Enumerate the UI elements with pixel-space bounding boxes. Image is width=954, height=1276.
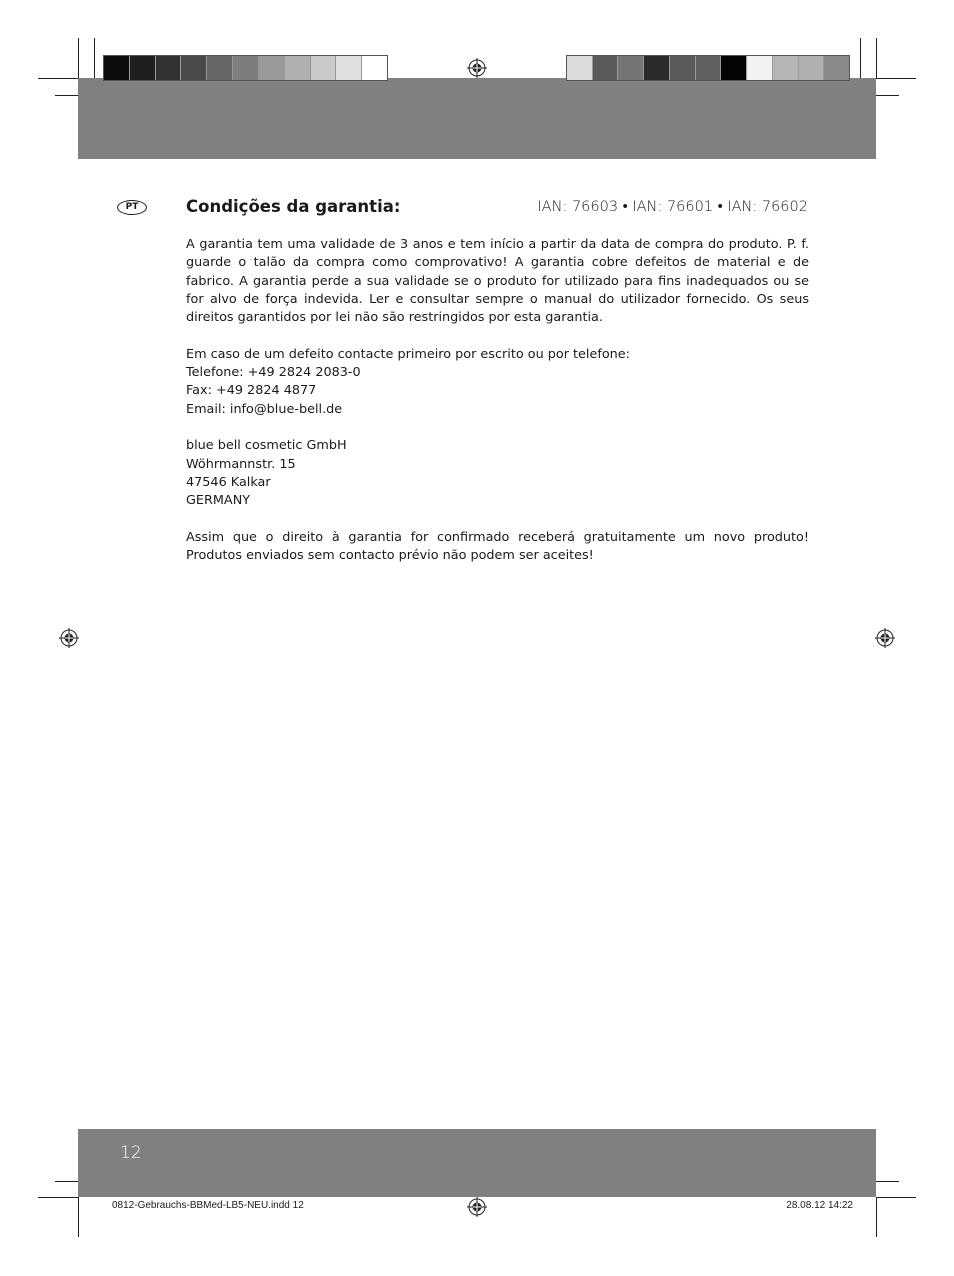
registration-mark-icon [467,58,487,78]
color-swatch [130,56,156,80]
contact-phone: Telefone: +49 2824 2083-0 [186,365,361,381]
address-city: 47546 Kalkar [186,474,271,490]
color-swatch [181,56,207,80]
color-bar-right [566,55,850,81]
color-swatch [593,56,619,80]
registration-mark-icon [467,1197,487,1217]
color-swatch [747,56,773,80]
crop-mark [876,1181,899,1182]
warranty-body [186,236,809,584]
ian-numbers: IAN: 76603 • IAN: 76601 • IAN: 76602 [537,199,808,215]
warranty-paragraph: A garantia tem uma validade de 3 anos e tem início a partir da data de compra do produto. P. f. guarde o talão da compra como comprovativo! A garantia cobre defeitos de material e de fabrico. A garantia perde a sua validade se o produto for utilizado para fins inadequados ou se for alvo de força indevida. Ler e consultar sempre o manual do utilizador fornecido. Os seus direitos garantidos por lei não são restringidos por esta garantia. [186,237,809,326]
crop-mark [876,95,899,96]
color-swatch [696,56,722,80]
crop-mark [38,78,78,79]
page-number: 12 [120,1143,142,1163]
color-swatch [362,56,387,80]
crop-mark [78,1197,79,1237]
color-swatch [104,56,130,80]
color-swatch [799,56,825,80]
color-swatch [259,56,285,80]
crop-mark [876,78,916,79]
slug-filename: 0812-Gebrauchs-BBMed-LB5-NEU.indd 12 [112,1200,304,1211]
address-street: Wöhrmannstr. 15 [186,456,296,472]
slug-datetime: 28.08.12 14:22 [786,1200,853,1211]
color-swatch [156,56,182,80]
color-swatch [207,56,233,80]
language-badge: PT [117,200,147,215]
registration-mark-icon [875,628,895,648]
color-swatch [233,56,259,80]
color-swatch [285,56,311,80]
color-swatch [824,56,849,80]
contact-intro: Em caso de um defeito contacte primeiro por escrito ou por telefone: [186,346,630,362]
color-swatch [336,56,362,80]
page-title: Condições da garantia: [186,197,401,216]
color-swatch [644,56,670,80]
crop-mark [876,38,877,78]
header-band [78,78,876,159]
crop-mark [55,95,78,96]
crop-mark [38,1197,78,1198]
contact-block [186,346,809,419]
contact-email: Email: info@blue-bell.de [186,401,343,417]
color-swatch [618,56,644,80]
crop-mark [860,38,861,78]
footer-band [78,1129,876,1197]
address-block [186,437,809,510]
color-swatch [721,56,747,80]
registration-mark-icon [59,628,79,648]
crop-mark [94,38,95,78]
contact-fax: Fax: +49 2824 4877 [186,383,317,399]
color-swatch [567,56,593,80]
crop-mark [55,1181,78,1182]
color-swatch [670,56,696,80]
color-swatch [773,56,799,80]
color-bar-left [103,55,388,81]
crop-mark [78,38,79,78]
closing-paragraph: Assim que o direito à garantia for confirmado receberá gratuitamente um novo produto! Produtos enviados sem contacto prévio não podem ser aceites! [186,529,809,564]
color-swatch [311,56,337,80]
crop-mark [876,1197,877,1237]
crop-mark [876,1197,916,1198]
address-country: GERMANY [186,493,251,509]
address-company: blue bell cosmetic GmbH [186,438,347,454]
